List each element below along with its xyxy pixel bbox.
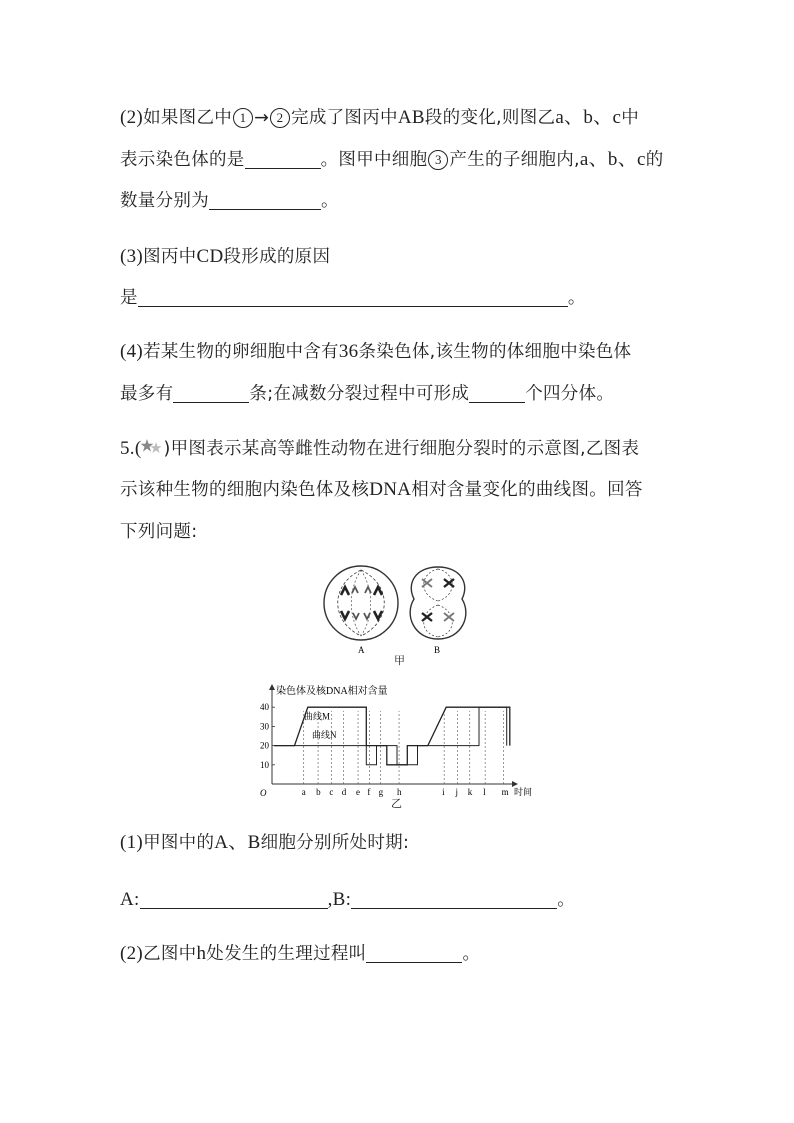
answer-blank-tetrads[interactable]: [469, 384, 525, 403]
x-tick-label: f: [367, 787, 371, 797]
q5-1-line-1: [120, 830, 409, 856]
q3-text-1: 图丙中: [143, 247, 197, 267]
q2-text-6: 。图甲中细胞: [320, 150, 428, 170]
label-a: A:: [120, 889, 140, 910]
q3-text-4: 。: [567, 288, 586, 308]
circled-number-2: 2: [270, 108, 290, 128]
q5-line-1: [120, 436, 639, 464]
answer-blank-process[interactable]: [366, 944, 462, 963]
y-tick-label: 20: [260, 740, 269, 751]
answer-blank-quantities[interactable]: [209, 191, 321, 210]
chart-title: 染色体及核DNA相对含量: [276, 686, 388, 697]
answer-blank-reason[interactable]: [138, 288, 568, 307]
x-tick-label: a: [301, 787, 306, 797]
arrow-symbol: →: [254, 108, 270, 128]
answer-blank-phase-b[interactable]: [351, 890, 557, 909]
q2-text-7: 产生的子细胞内,: [449, 150, 580, 170]
q2-text-4: 中: [621, 108, 639, 128]
point-h: h: [196, 943, 207, 964]
y-tick-label: 30: [260, 721, 269, 732]
answer-blank-chromosome[interactable]: [245, 150, 321, 169]
q2-text-3: 段的变化,则图乙: [424, 108, 556, 128]
cell-a-label: A: [358, 645, 365, 655]
q5-text-2: 示该种生物的细胞内染色体及核: [120, 480, 370, 500]
q2-line-2: [120, 147, 664, 173]
q5-text-1: )甲图表示某高等雌性动物在进行细胞分裂时的示意图,乙图表: [163, 439, 640, 459]
abc-letters: a、b、c: [555, 107, 622, 128]
q3-text-2: 段形成的原因: [223, 247, 331, 267]
answer-blank-phase-a[interactable]: [140, 890, 328, 909]
q5-2-end: 。: [462, 944, 481, 964]
q3-line-2: [120, 285, 586, 311]
x-tick-label: i: [442, 787, 445, 797]
q2-text-10: 。: [321, 191, 339, 211]
q5-1-text-2: 细胞分别所处时期:: [260, 833, 410, 853]
origin-label: O: [260, 788, 267, 798]
x-tick-label: k: [467, 787, 473, 797]
q2-text-2: 完成了图丙中: [291, 108, 398, 128]
y-tick-label: 10: [260, 759, 269, 770]
circled-number-1: 1: [233, 108, 253, 128]
dna-term: DNA: [369, 479, 412, 500]
q5-line-3: [120, 519, 197, 545]
q2-text-8: 的: [645, 150, 664, 170]
cells-ab: A、B: [214, 832, 261, 853]
segment-cd: CD: [196, 246, 224, 267]
chart-yi: [252, 680, 552, 810]
q5-line-2: [120, 477, 643, 503]
q4-text-5: 个四分体。: [525, 384, 615, 404]
q4-text-1: 若某生物的卵细胞中含有: [143, 342, 339, 362]
x-axis-label: 时间: [514, 787, 533, 797]
q4-number: (4): [120, 341, 144, 362]
x-tick-label: b: [316, 787, 321, 797]
q5-number: 5.(: [120, 438, 142, 459]
label-b: ,B:: [327, 889, 352, 910]
y-tick-label: 40: [260, 702, 269, 713]
q5-1-text-1: 甲图中的: [143, 833, 215, 853]
difficulty-star-icon: [141, 438, 163, 464]
q5-text-4: 下列问题:: [120, 522, 198, 542]
q5-2-line-1: [120, 941, 480, 967]
q4-line-2: [120, 381, 614, 407]
number-36: 36: [338, 341, 359, 362]
label-curve-m: 曲线M: [304, 711, 331, 722]
x-tick-label: h: [397, 787, 402, 797]
q5-1-end: 。: [557, 890, 576, 910]
q3-text-3: 是: [120, 288, 138, 308]
cell-a-drawing: [324, 566, 398, 655]
label-curve-n: 曲线N: [312, 729, 337, 740]
q5-2-text-1: 乙图中: [143, 944, 197, 964]
q4-line-1: [120, 339, 631, 365]
y-axis-arrow-icon: [269, 684, 275, 690]
q2-line-1: [120, 105, 639, 131]
q2-text-9: 数量分别为: [120, 191, 209, 211]
q3-line-1: [120, 244, 330, 270]
q5-2-text-2: 处发生的生理过程叫: [206, 944, 367, 964]
q5-text-3: 相对含量变化的曲线图。回答: [411, 480, 643, 500]
q5-1-line-2: [120, 887, 575, 913]
x-tick-label: c: [329, 787, 334, 797]
q2-number: (2): [120, 107, 144, 128]
x-tick-label: j: [455, 787, 458, 797]
segment-ab: AB: [397, 107, 425, 128]
figure-jia-caption: 甲: [394, 654, 405, 667]
q4-text-4: 条;在减数分裂过程中可形成: [249, 384, 470, 404]
x-tick-label: g: [378, 787, 384, 797]
cell-b-label: B: [434, 645, 441, 655]
q5-1-number: (1): [120, 832, 144, 853]
q3-number: (3): [120, 246, 144, 267]
chart-caption: 乙: [391, 797, 402, 810]
q2-text-5: 表示染色体的是: [120, 150, 245, 170]
q2-line-3: [120, 188, 339, 214]
q2-text-1: 如果图乙中: [143, 108, 233, 128]
cell-b-drawing: [410, 567, 466, 655]
x-tick-label: d: [341, 787, 347, 797]
q4-text-3: 最多有: [120, 384, 174, 404]
x-tick-label: l: [483, 787, 486, 797]
abc-letters-2: a、b、c: [579, 149, 646, 170]
x-tick-label: m: [501, 787, 509, 797]
q4-text-2: 条染色体,该生物的体细胞中染色体: [358, 342, 632, 362]
circled-number-3: 3: [428, 150, 448, 170]
q5-2-number: (2): [120, 943, 144, 964]
answer-blank-max-chromosomes[interactable]: [173, 384, 249, 403]
x-tick-label: e: [356, 787, 361, 797]
